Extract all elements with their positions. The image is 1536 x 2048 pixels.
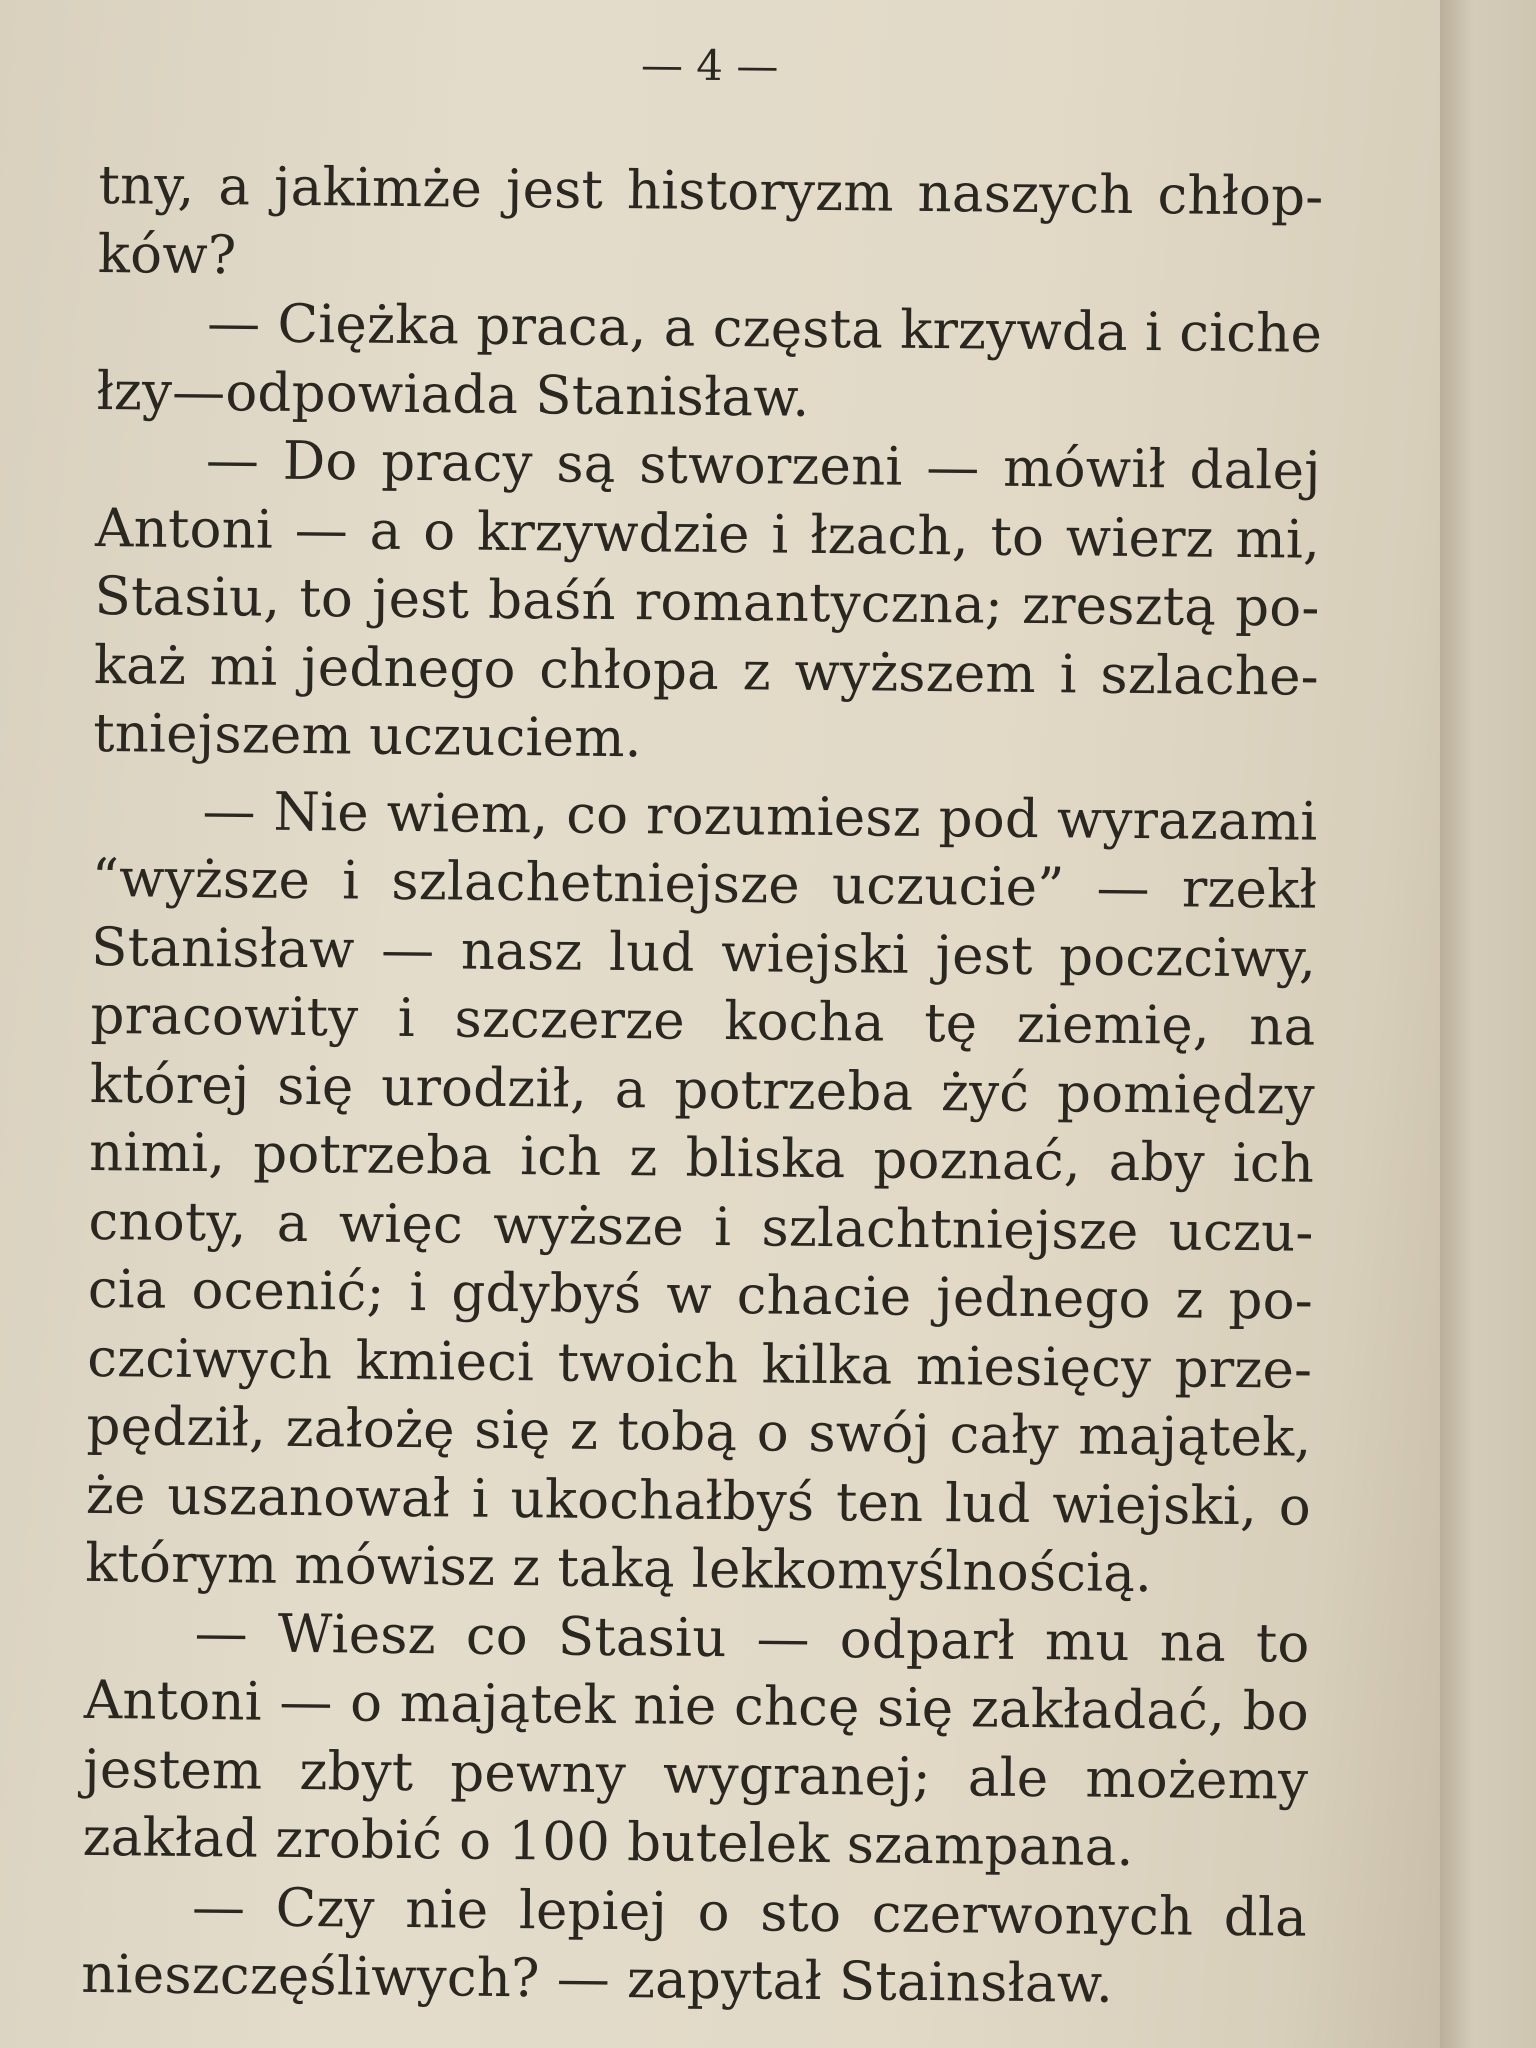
text-line: tny, a jakimże jest historyzm naszych chłop- (98, 154, 1324, 228)
body-text (81, 152, 1324, 2021)
text-line: Stasiu, to jest baśń romantyczna; zresztą po- (94, 565, 1320, 639)
page-number: — 4 — (640, 40, 779, 91)
text-line: którym mówisz z taką lekkomyślnością. (84, 1532, 1153, 1605)
text-line: ków? (97, 223, 237, 286)
text-line: — Wiesz co Stasiu — odparł mu na to (194, 1602, 1310, 1675)
text-line: — Ciężka praca, a częsta krzywda i ciche (206, 293, 1323, 365)
text-line: Antoni — o majątek nie chcę się zakładać, bo (83, 1669, 1310, 1743)
text-line: łzy—odpowiada Stanisław. (96, 360, 810, 429)
text-line: nimi, potrzeba ich z bliska poznać, aby ich (88, 1121, 1315, 1195)
text-line: zakład zrobić o 100 butelek szampana. (82, 1806, 1134, 1879)
text-line: każ mi jednego chłopa z wyższem i szlache- (93, 634, 1320, 708)
text-line: jestem zbyt pewny wygranej; ale możemy (83, 1738, 1309, 1812)
text-line: że uszanował i ukochałbyś ten lud wiejski, o (85, 1464, 1312, 1538)
text-line: “wyższe i szlachetniejsze uczucie” — rzekł (91, 847, 1318, 921)
next-page-edge (1440, 0, 1536, 2048)
text-line: pracowity i szczerze kocha tę ziemię, na (90, 984, 1316, 1058)
text-line: tniejszem uczuciem. (92, 702, 643, 770)
text-line: Stanisław — nasz lud wiejski jest poczciwy, (90, 916, 1317, 990)
text-line: — Do pracy są stworzeni — mówił dalej (205, 430, 1322, 502)
text-line: nieszczęśliwych? — zapytał Stainsław. (81, 1943, 1114, 2015)
text-line: Antoni — a o krzywdzie i łzach, to wierz mi, (94, 497, 1321, 571)
text-line: cnoty, a więc wyższe i szlachtniejsze uczu- (88, 1190, 1314, 1264)
text-block (81, 30, 1325, 2021)
text-line: czciwych kmieci twoich kilka miesięcy prze- (86, 1327, 1313, 1401)
text-line: pędził, założę się z tobą o swój cały majątek, (86, 1395, 1312, 1469)
text-line: której się urodził, a potrzeba żyć pomiędzy (89, 1053, 1316, 1127)
text-line: — Czy nie lepiej o sto czerwonych dla (191, 1876, 1308, 1949)
text-line: — Nie wiem, co rozumiesz pod wyrazami (202, 780, 1318, 853)
text-line: cia ocenić; i gdybyś w chacie jednego z po- (87, 1258, 1314, 1332)
